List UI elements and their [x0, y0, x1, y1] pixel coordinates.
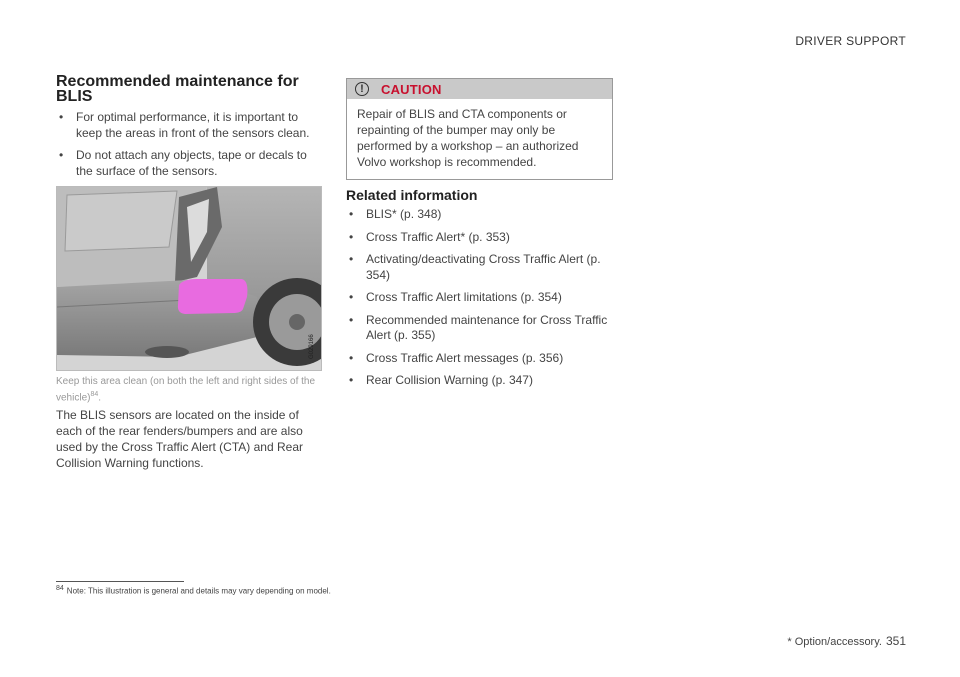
- related-link[interactable]: • Rear Collision Warning (p. 347): [349, 373, 533, 387]
- vehicle-rear-illustration: [56, 186, 322, 371]
- bullet-dot: •: [59, 110, 64, 124]
- figure-code: G029166: [309, 334, 315, 359]
- bullet-dot: •: [349, 350, 354, 365]
- maintenance-bullets: [56, 110, 324, 179]
- footnote-divider: [56, 581, 184, 582]
- related-information: [346, 188, 614, 396]
- bullet-dot: •: [349, 207, 354, 221]
- related-link[interactable]: • Activating/deactivating Cross Traffic Alert (p. 354): [349, 252, 601, 282]
- sensor-area-highlight: [178, 279, 248, 314]
- list-item: • For optimal performance, it is important to keep the areas in front of the sensors clean.: [59, 110, 310, 140]
- related-heading: Related information: [346, 187, 478, 203]
- page-number: 351: [885, 634, 906, 648]
- bullet-dot: •: [349, 229, 354, 244]
- bullet-dot: •: [349, 290, 354, 304]
- footnote-number: 84: [56, 585, 64, 592]
- footnote-text: Note: This illustration is general and details may vary depending on model.: [66, 586, 331, 596]
- bullet-dot: •: [349, 373, 354, 387]
- caution-body: Repair of BLIS and CTA components or repainting of the bumper may only be performed by a workshop – an authorized Volvo workshop is recommended.: [357, 107, 579, 169]
- caution-box: [346, 78, 614, 180]
- bullet-dot: •: [349, 252, 354, 266]
- footnote-ref: 84: [90, 391, 99, 398]
- footnote: [56, 585, 331, 596]
- left-column: [56, 74, 324, 186]
- maintenance-heading: Recommended maintenance for BLIS: [56, 73, 299, 105]
- exclamation-icon: !: [355, 82, 369, 96]
- option-note: * Option/accessory.: [787, 636, 882, 648]
- bullet-dot: •: [59, 148, 64, 162]
- related-link[interactable]: • Cross Traffic Alert* (p. 353): [349, 229, 510, 244]
- related-link[interactable]: • BLIS* (p. 348): [349, 207, 442, 221]
- car-rear-illustration: [57, 187, 322, 371]
- page-footer: [787, 634, 906, 648]
- related-link[interactable]: • Cross Traffic Alert messages (p. 356): [349, 350, 564, 365]
- list-item: • Do not attach any objects, tape or decals to the surface of the sensors.: [59, 148, 307, 178]
- related-link[interactable]: • Cross Traffic Alert limitations (p. 354): [349, 290, 562, 304]
- figure-caption: Keep this area clean (on both the left and right sides of the vehicle)$^{84}$.: [56, 376, 316, 404]
- caution-header: [347, 79, 612, 99]
- blis-sensor-paragraph: The BLIS sensors are located on the inside of each of the rear fenders/bumpers and are also used by the Cross Traffic Alert (CTA) and Rear Collision Warning functions.: [56, 408, 303, 470]
- bullet-dot: •: [349, 312, 354, 327]
- related-link[interactable]: • Recommended maintenance for Cross Traffic Alert (p. 355): [349, 312, 608, 342]
- section-header: DRIVER SUPPORT: [795, 34, 906, 48]
- related-list: [346, 207, 614, 389]
- caution-title: CAUTION: [381, 81, 442, 97]
